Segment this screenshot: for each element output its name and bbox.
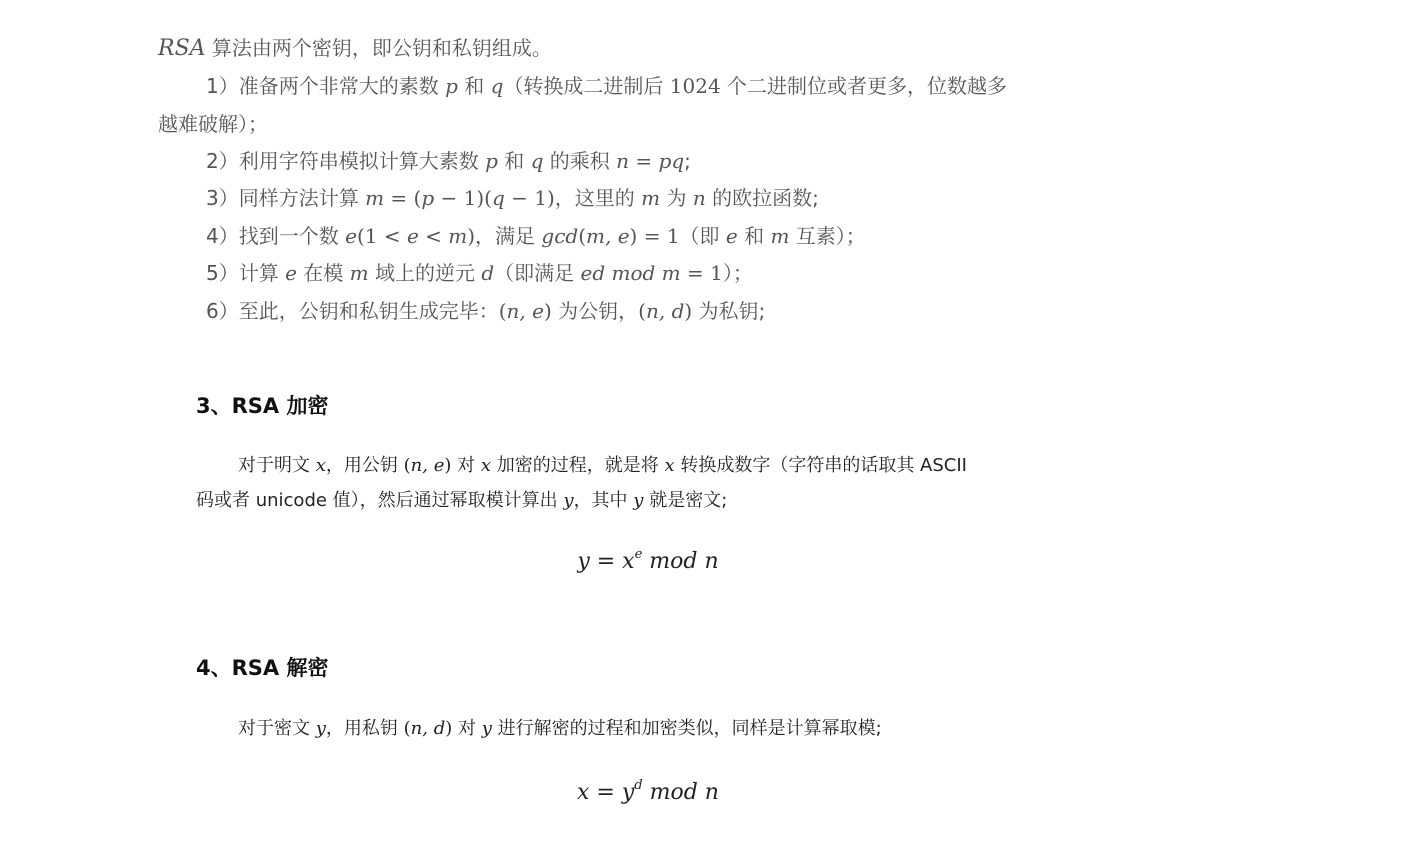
decrypt-heading: 4、RSA 解密 [196, 656, 329, 680]
step-1-line: 1）准备两个非常大的素数 p 和 q（转换成二进制后 1024 个二进制位或者更多，位数越多 [206, 74, 1008, 98]
step-1-continuation: 越难破解）； [158, 112, 268, 136]
step-2-line: 2）利用字符串模拟计算大素数 p 和 q 的乘积 n = pq; [206, 149, 691, 173]
encrypt-heading: 3、RSA 加密 [196, 394, 329, 418]
rsa-intro-line: RSA 算法由两个密钥，即公钥和私钥组成。 [158, 36, 552, 61]
decrypt-formula: $x = y^d$ mod n [577, 778, 719, 805]
rsa-math-symbol: RSA [158, 36, 206, 61]
encrypt-paragraph-line-1: 对于明文 x，用公钥 (n, e) 对 x 加密的过程，就是将 x 转换成数字（字符串的话取其 ASCII [238, 455, 967, 476]
step-6-line: 6）至此，公钥和私钥生成完毕：(n, e) 为公钥，(n, d) 为私钥; [206, 299, 766, 323]
encrypt-paragraph-line-2: 码或者 unicode 值），然后通过幂取模计算出 y，其中 y 就是密文; [196, 490, 728, 511]
step-4-line: 4）找到一个数 e(1 < e < m)，满足 gcd(m, e) = 1（即 e 和 m 互素）； [206, 224, 866, 248]
decrypt-paragraph: 对于密文 y，用私钥 (n, d) 对 y 进行解密的过程和加密类似，同样是计算幂取模; [238, 718, 882, 739]
step-3-line: 3）同样方法计算 m = (p − 1)(q − 1)，这里的 m 为 n 的欧拉函数; [206, 186, 819, 210]
step-5-line: 5）计算 e 在模 m 域上的逆元 d（即满足 ed mod m = 1）； [206, 261, 753, 285]
encrypt-formula: $y = x^e$ mod n [577, 547, 719, 574]
